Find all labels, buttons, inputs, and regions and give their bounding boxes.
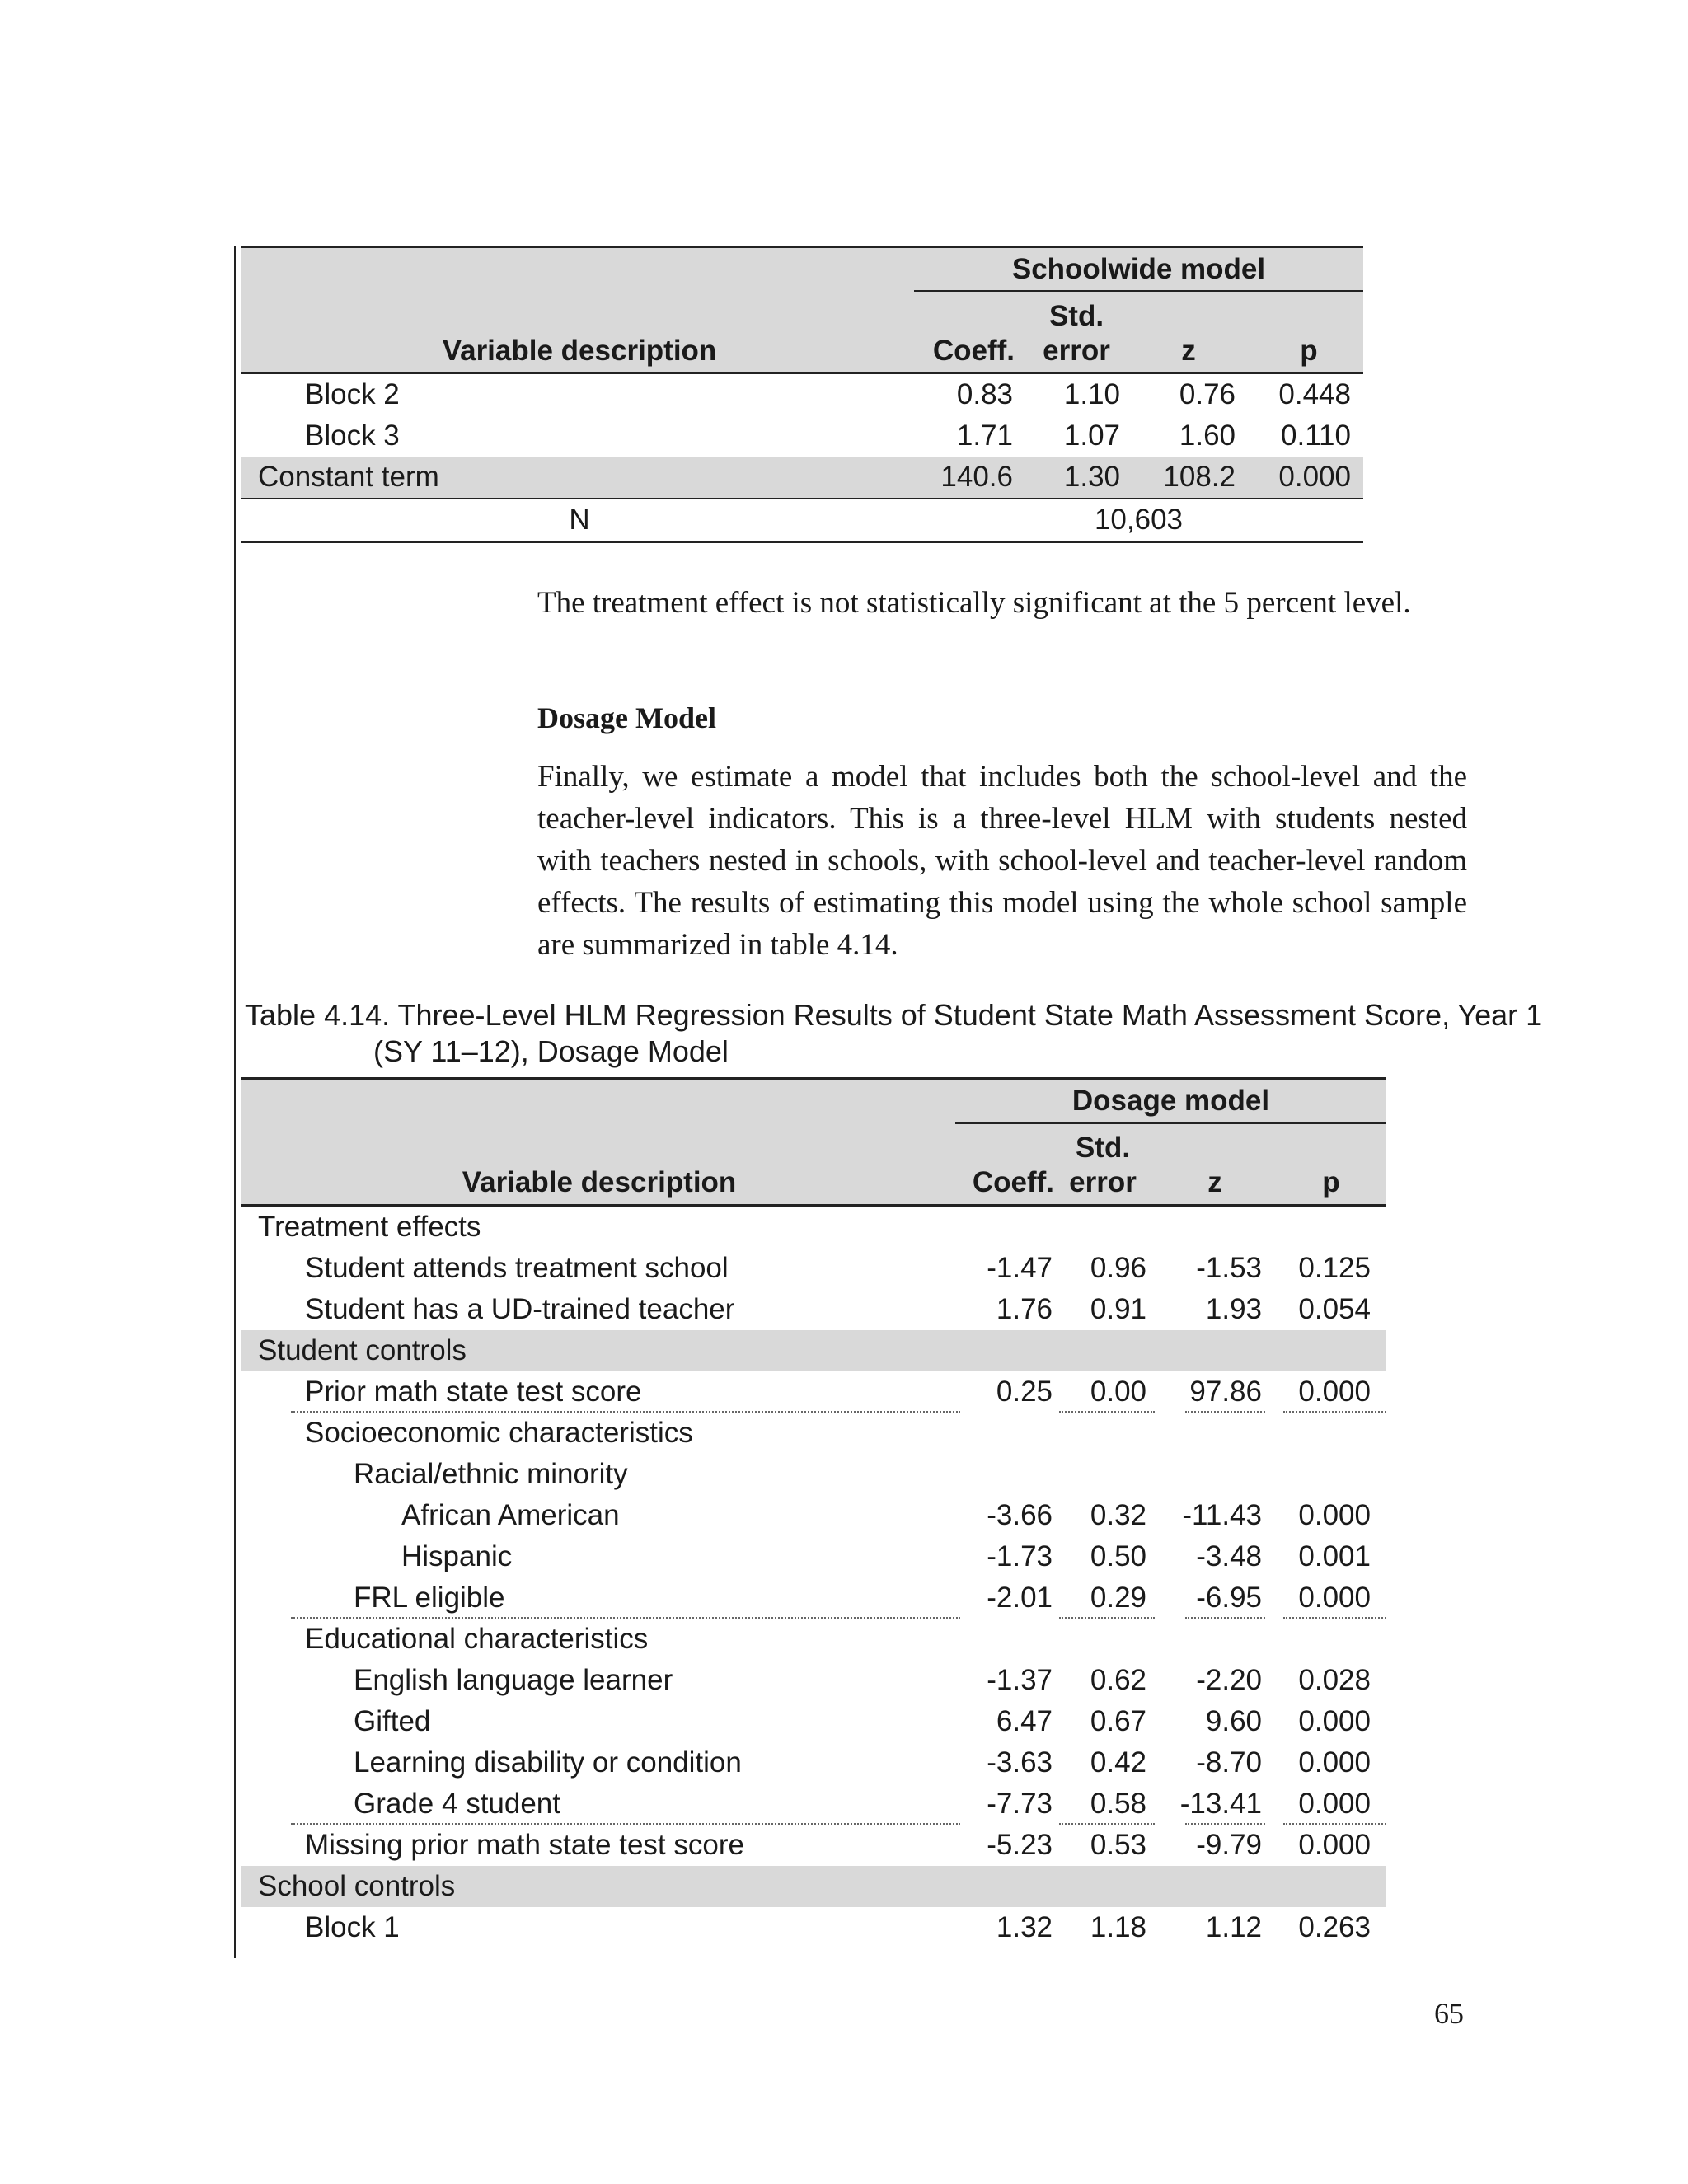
row-label: Treatment effects bbox=[258, 1211, 481, 1243]
model-title-rule bbox=[955, 1122, 1386, 1124]
column-header-se-line1: Std. bbox=[1075, 1132, 1131, 1164]
column-header-coeff: Coeff. bbox=[932, 335, 1015, 367]
cell-z: 0.76 bbox=[1179, 378, 1236, 410]
table-row bbox=[241, 1207, 1386, 1248]
schoolwide-model-table bbox=[241, 246, 1363, 543]
row-label: Block 2 bbox=[305, 378, 400, 410]
table-row bbox=[241, 1660, 1386, 1701]
cell-coeff: -1.47 bbox=[987, 1252, 1053, 1284]
cell-coeff: -1.73 bbox=[987, 1540, 1053, 1572]
cell-coeff: 140.6 bbox=[940, 461, 1013, 493]
row-label: Prior math state test score bbox=[305, 1376, 642, 1408]
model-title-rule bbox=[914, 290, 1363, 292]
cell-coeff: -1.37 bbox=[987, 1664, 1053, 1696]
column-header-se-line1: Std. bbox=[1048, 300, 1104, 332]
n-label: N bbox=[569, 504, 590, 536]
table-row bbox=[241, 1289, 1386, 1330]
column-header-z: z bbox=[1207, 1166, 1222, 1198]
cell-coeff: 1.76 bbox=[996, 1293, 1053, 1325]
cell-se: 0.67 bbox=[1090, 1705, 1146, 1737]
row-label: African American bbox=[401, 1499, 620, 1531]
table-row bbox=[241, 1248, 1386, 1289]
cell-p: 0.000 bbox=[1298, 1746, 1371, 1779]
row-label: Educational characteristics bbox=[305, 1623, 649, 1655]
row-label: Learning disability or condition bbox=[354, 1746, 742, 1779]
cell-coeff: 0.25 bbox=[996, 1376, 1053, 1408]
row-label: Block 3 bbox=[305, 419, 400, 452]
cell-p: 0.125 bbox=[1298, 1252, 1371, 1284]
row-label: Constant term bbox=[258, 461, 439, 493]
cell-z: 97.86 bbox=[1189, 1376, 1262, 1408]
cell-p: 0.110 bbox=[1281, 419, 1351, 452]
cell-z: 1.12 bbox=[1205, 1911, 1262, 1943]
cell-se: 1.30 bbox=[1063, 461, 1120, 493]
table-row bbox=[241, 1783, 1386, 1825]
cell-p: 0.028 bbox=[1298, 1664, 1371, 1696]
cell-z: -11.43 bbox=[1182, 1499, 1262, 1531]
table-header bbox=[241, 246, 1363, 374]
table-row bbox=[241, 1577, 1386, 1619]
row-label: Grade 4 student bbox=[354, 1788, 560, 1820]
cell-coeff: -3.63 bbox=[987, 1746, 1053, 1779]
cell-z: 1.93 bbox=[1205, 1293, 1262, 1325]
model-title: Dosage model bbox=[1071, 1085, 1270, 1117]
cell-se: 0.62 bbox=[1090, 1664, 1146, 1696]
cell-coeff: 1.32 bbox=[996, 1911, 1053, 1943]
table-row bbox=[241, 1825, 1386, 1866]
table-row bbox=[241, 415, 1363, 457]
table-row bbox=[241, 1866, 1386, 1907]
cell-se: 0.29 bbox=[1090, 1582, 1146, 1614]
n-value: 10,603 bbox=[1094, 504, 1184, 536]
cell-coeff: 1.71 bbox=[956, 419, 1013, 452]
cell-se: 1.10 bbox=[1063, 378, 1120, 410]
cell-coeff: -2.01 bbox=[987, 1582, 1053, 1614]
cell-p: 0.000 bbox=[1298, 1829, 1371, 1861]
column-header-se-line2: error bbox=[1043, 335, 1110, 367]
cell-z: -2.20 bbox=[1196, 1664, 1262, 1696]
row-label: Socioeconomic characteristics bbox=[305, 1417, 693, 1449]
body-paragraph-1: The treatment effect is not statistically significant at the 5 percent level. bbox=[537, 586, 1411, 620]
page-number: 65 bbox=[1434, 1997, 1464, 2030]
row-label: Student has a UD-trained teacher bbox=[305, 1293, 735, 1325]
table-row bbox=[241, 457, 1363, 498]
table-row bbox=[241, 1330, 1386, 1371]
cell-z: -6.95 bbox=[1196, 1582, 1262, 1614]
table-caption-line2: (SY 11–12), Dosage Model bbox=[373, 1034, 729, 1068]
cell-z: -1.53 bbox=[1196, 1252, 1262, 1284]
row-label: Student controls bbox=[258, 1334, 467, 1366]
margin-rule bbox=[234, 246, 236, 1958]
cell-se: 0.00 bbox=[1090, 1376, 1146, 1408]
cell-p: 0.001 bbox=[1298, 1540, 1371, 1572]
table-row bbox=[241, 1413, 1386, 1454]
dosage-model-table bbox=[241, 1077, 1386, 1948]
row-label: Student attends treatment school bbox=[305, 1252, 729, 1284]
cell-coeff: -7.73 bbox=[987, 1788, 1053, 1820]
cell-coeff: 6.47 bbox=[996, 1705, 1053, 1737]
cell-se: 0.42 bbox=[1090, 1746, 1146, 1779]
cell-se: 0.50 bbox=[1090, 1540, 1146, 1572]
cell-p: 0.000 bbox=[1298, 1788, 1371, 1820]
cell-coeff: 0.83 bbox=[956, 378, 1013, 410]
cell-se: 0.96 bbox=[1090, 1252, 1146, 1284]
table-header bbox=[241, 1077, 1386, 1207]
cell-p: 0.054 bbox=[1298, 1293, 1371, 1325]
cell-se: 1.18 bbox=[1090, 1911, 1146, 1943]
cell-se: 0.58 bbox=[1090, 1788, 1146, 1820]
cell-se: 0.32 bbox=[1090, 1499, 1146, 1531]
cell-se: 0.53 bbox=[1090, 1829, 1146, 1861]
cell-p: 0.000 bbox=[1298, 1582, 1371, 1614]
table-body bbox=[241, 1207, 1386, 1948]
cell-z: 9.60 bbox=[1205, 1705, 1262, 1737]
cell-p: 0.000 bbox=[1298, 1705, 1371, 1737]
table-caption-line1: Table 4.14. Three-Level HLM Regression Results of Student State Math Assessment Score, Year 1 bbox=[245, 998, 1543, 1032]
column-header-coeff: Coeff. bbox=[972, 1166, 1054, 1198]
table-row bbox=[241, 1371, 1386, 1413]
row-label: School controls bbox=[258, 1870, 456, 1902]
cell-coeff: -3.66 bbox=[987, 1499, 1053, 1531]
body-paragraph-2: Finally, we estimate a model that includes both the school-level and the teacher-level indicators. This is a three-level HLM with students nested with teachers nested in schools, with school-level and teacher-level random effects. The results of estimating this model using the whole school sample are summarized in table 4.14. bbox=[537, 760, 1467, 962]
table-row bbox=[241, 374, 1363, 415]
table-row bbox=[241, 1495, 1386, 1536]
table-row bbox=[241, 1701, 1386, 1742]
row-label: Block 1 bbox=[305, 1911, 400, 1943]
cell-p: 0.263 bbox=[1298, 1911, 1371, 1943]
table-row bbox=[241, 1742, 1386, 1783]
cell-z: 1.60 bbox=[1179, 419, 1236, 452]
cell-se: 0.91 bbox=[1090, 1293, 1146, 1325]
cell-coeff: -5.23 bbox=[987, 1829, 1053, 1861]
row-label: FRL eligible bbox=[354, 1582, 505, 1614]
sample-size-row bbox=[241, 498, 1363, 543]
column-header-p: p bbox=[1322, 1166, 1340, 1198]
column-header-z: z bbox=[1181, 335, 1196, 367]
model-title: Schoolwide model bbox=[1011, 253, 1266, 285]
row-label: English language learner bbox=[354, 1664, 673, 1696]
cell-z: -8.70 bbox=[1196, 1746, 1262, 1779]
cell-p: 0.448 bbox=[1278, 378, 1351, 410]
cell-p: 0.000 bbox=[1278, 461, 1351, 493]
cell-z: -3.48 bbox=[1196, 1540, 1262, 1572]
cell-se: 1.07 bbox=[1063, 419, 1120, 452]
row-label: Gifted bbox=[354, 1705, 431, 1737]
row-label: Hispanic bbox=[401, 1540, 513, 1572]
cell-z: -9.79 bbox=[1196, 1829, 1262, 1861]
row-label: Missing prior math state test score bbox=[305, 1829, 744, 1861]
table-row bbox=[241, 1454, 1386, 1495]
cell-z: -13.41 bbox=[1179, 1788, 1262, 1820]
column-header-variable: Variable description bbox=[442, 335, 717, 367]
cell-p: 0.000 bbox=[1298, 1376, 1371, 1408]
row-label: Racial/ethnic minority bbox=[354, 1458, 628, 1490]
column-header-se-line2: error bbox=[1069, 1166, 1137, 1198]
table-row bbox=[241, 1907, 1386, 1948]
table-row bbox=[241, 1619, 1386, 1660]
column-header-p: p bbox=[1300, 335, 1318, 367]
cell-z: 108.2 bbox=[1163, 461, 1236, 493]
section-heading: Dosage Model bbox=[537, 701, 716, 734]
table-row bbox=[241, 1536, 1386, 1577]
cell-p: 0.000 bbox=[1298, 1499, 1371, 1531]
column-header-variable: Variable description bbox=[462, 1166, 737, 1198]
